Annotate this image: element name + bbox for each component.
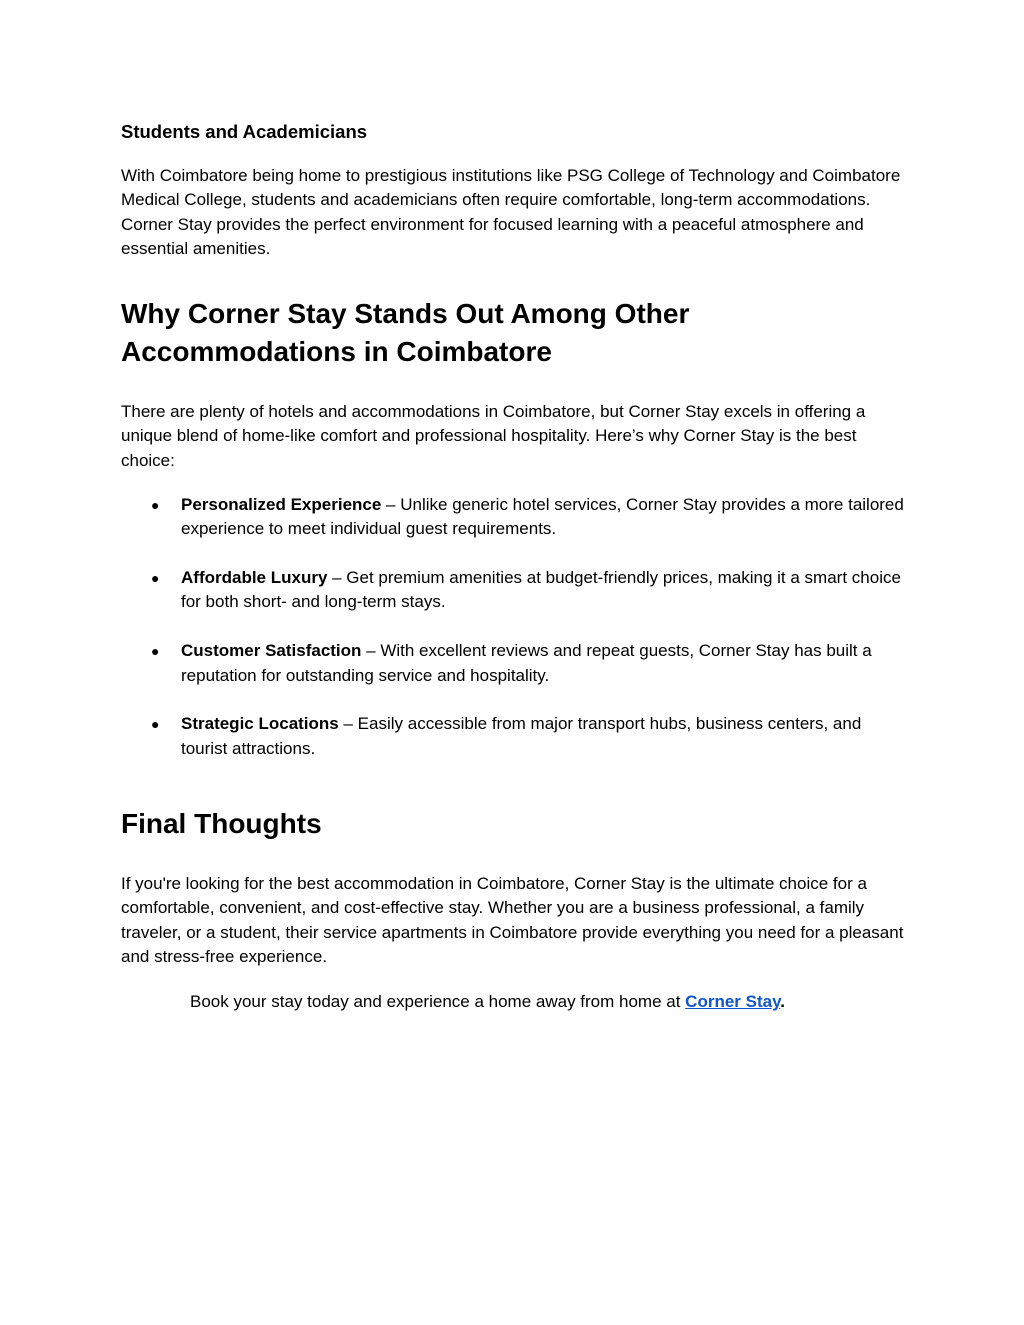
cta-text: Book your stay today and experience a home away from home at	[190, 992, 686, 1012]
list-item	[121, 566, 911, 615]
bullet-icon: ●	[151, 643, 160, 660]
section-heading-final-thoughts: Final Thoughts	[121, 807, 322, 839]
document-page	[121, 119, 911, 1014]
list-item-title: Affordable Luxury	[181, 568, 328, 588]
list-item-text: – With excellent reviews and repeat guests, Corner Stay has built a reputation for outstanding service and hospitality.	[181, 641, 872, 685]
list-item	[121, 493, 911, 542]
bullet-icon: ●	[151, 497, 160, 514]
students-paragraph: With Coimbatore being home to prestigious institutions like PSG College of Technology and Coimbatore Medical College, students and academicians often require comfortable, long-term accommodations. Corner Stay provides the perfect environment for focused learning with a peaceful atmosphere and essential amenities.	[121, 166, 901, 258]
cta-period: .	[780, 992, 786, 1012]
list-item-text: – Unlike generic hotel services, Corner Stay provides a more tailored experience to meet individual guest requirements.	[181, 495, 904, 539]
reasons-list	[121, 493, 911, 761]
list-item-text: – Get premium amenities at budget-friendly prices, making it a smart choice for both short- and long-term stays.	[181, 568, 901, 612]
list-item	[121, 712, 911, 761]
section-heading-students: Students and Academicians	[121, 121, 368, 142]
call-to-action	[121, 990, 911, 1014]
list-item	[121, 639, 911, 688]
list-item-text: – Easily accessible from major transport hubs, business centers, and tourist attractions.	[181, 714, 862, 758]
bullet-icon: ●	[151, 716, 160, 733]
list-item-title: Personalized Experience	[181, 495, 382, 515]
list-item-title: Strategic Locations	[181, 714, 339, 734]
bullet-icon: ●	[151, 570, 160, 587]
section-heading-why-corner-stay: Why Corner Stay Stands Out Among Other Accommodations in Coimbatore	[121, 298, 690, 368]
list-item-title: Customer Satisfaction	[181, 641, 362, 661]
corner-stay-link[interactable]: Corner Stay	[685, 992, 781, 1012]
why-intro-paragraph: There are plenty of hotels and accommodations in Coimbatore, but Corner Stay excels in offering a unique blend of home-like comfort and professional hospitality. Here’s why Corner Stay is the best choice:	[121, 402, 866, 470]
final-thoughts-paragraph: If you're looking for the best accommodation in Coimbatore, Corner Stay is the ultimate choice for a comfortable, convenient, and cost-effective stay. Whether you are a business professional, a family traveler, or a student, their service apartments in Coimbatore provide everything you need for a pleasant and stress-free experience.	[121, 873, 904, 966]
